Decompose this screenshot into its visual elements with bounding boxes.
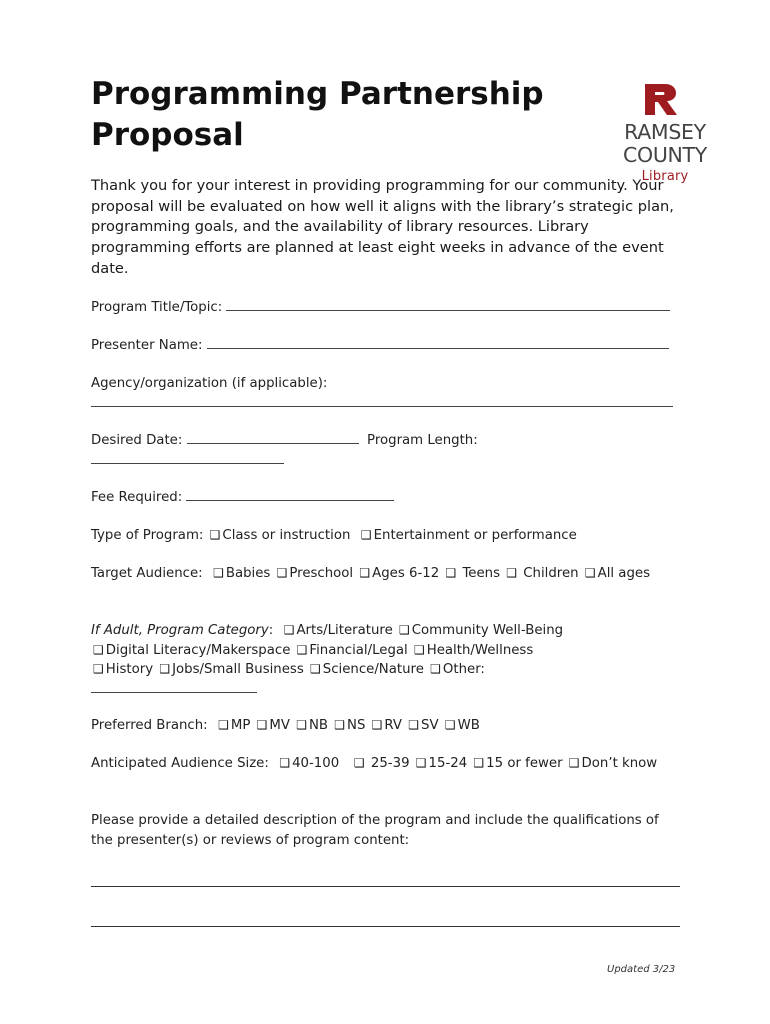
- option-branch-wb: WB: [457, 718, 480, 733]
- footer-updated-date: Updated 3/23: [607, 964, 676, 975]
- option-branch-sv: SV: [421, 718, 439, 733]
- checkbox-icon[interactable]: ❑: [213, 566, 224, 580]
- logo-word-county: COUNTY: [622, 143, 708, 167]
- checkbox-icon[interactable]: ❑: [93, 642, 104, 657]
- option-science-nature: Science/Nature: [322, 662, 424, 677]
- option-size-15-or-fewer: 15 or fewer: [486, 756, 563, 771]
- logo-word-ramsey: RAMSEY: [624, 120, 706, 144]
- option-community-well-being: Community Well-Being: [411, 623, 564, 638]
- option-size-25-39: 25-39: [370, 756, 410, 771]
- checkbox-icon[interactable]: ❑: [584, 566, 596, 580]
- checkbox-icon[interactable]: ❑: [279, 756, 291, 770]
- checkbox-icon[interactable]: ❑: [209, 528, 221, 542]
- option-entertainment: Entertainment or performance: [373, 528, 577, 543]
- checkbox-icon[interactable]: ❑: [310, 662, 321, 676]
- checkbox-icon[interactable]: ❑: [359, 566, 371, 580]
- other-category-input-line[interactable]: [91, 681, 257, 693]
- option-arts-literature: Arts/Literature: [296, 623, 393, 638]
- fee-required-label: Fee Required:: [91, 490, 183, 505]
- fee-required-field: [91, 488, 683, 508]
- checkbox-icon[interactable]: ❑: [296, 718, 307, 732]
- checkbox-icon[interactable]: ❑: [444, 718, 456, 732]
- option-size-15-24: 15-24: [428, 756, 468, 771]
- option-size-40-100: 40-100: [292, 756, 340, 771]
- checkbox-icon[interactable]: ❑: [445, 566, 457, 580]
- description-line-2[interactable]: [91, 926, 680, 927]
- presenter-name-field: [91, 336, 683, 356]
- checkbox-icon[interactable]: ❑: [371, 718, 383, 732]
- option-branch-rv: RV: [384, 718, 403, 733]
- presenter-name-input-line[interactable]: [207, 337, 669, 349]
- agency-field: [91, 374, 683, 413]
- checkbox-icon[interactable]: ❑: [398, 623, 410, 637]
- option-other: Other:: [442, 662, 485, 677]
- checkbox-icon[interactable]: ❑: [415, 756, 427, 770]
- option-ages-6-12: Ages 6-12: [372, 566, 440, 581]
- type-of-program-field: [91, 526, 683, 546]
- option-all-ages: All ages: [597, 566, 651, 581]
- checkbox-icon[interactable]: ❑: [568, 756, 580, 770]
- intro-paragraph: Thank you for your interest in providing programming for our community. Your proposal will be evaluated on how well it aligns with the library’s strategic plan, programming goals, and the availability of library resources. Library programming efforts are planned at least eight weeks in advance of the event date.: [91, 177, 674, 277]
- checkbox-icon[interactable]: ❑: [353, 756, 365, 770]
- option-children: Children: [523, 566, 579, 581]
- option-financial-legal: Financial/Legal: [309, 642, 408, 658]
- program-length-label: Program Length:: [367, 433, 478, 448]
- option-class: Class or instruction: [222, 528, 351, 543]
- type-of-program-label: Type of Program:: [91, 528, 204, 543]
- option-branch-nb: NB: [308, 718, 329, 733]
- description-prompt: Please provide a detailed description of the program and include the qualifications of the presenter(s) or reviews of program content:: [91, 813, 659, 848]
- desired-date-input-line[interactable]: [187, 432, 359, 444]
- checkbox-icon[interactable]: ❑: [93, 662, 104, 676]
- option-babies: Babies: [225, 566, 271, 581]
- preferred-branch-field: [91, 716, 683, 736]
- checkbox-icon[interactable]: ❑: [159, 662, 171, 676]
- logo-word-library: Library: [641, 169, 689, 184]
- target-audience-label: Target Audience:: [91, 566, 203, 581]
- option-jobs-small-business: Jobs/Small Business: [172, 662, 304, 677]
- checkbox-icon[interactable]: ❑: [430, 662, 441, 676]
- logo-r-mark-icon: [643, 84, 679, 116]
- desired-date-label: Desired Date:: [91, 433, 183, 448]
- page-title: Programming Partnership Proposal: [91, 76, 544, 153]
- checkbox-icon[interactable]: ❑: [218, 718, 229, 732]
- checkbox-icon[interactable]: ❑: [296, 642, 308, 657]
- checkbox-icon[interactable]: ❑: [256, 718, 268, 732]
- option-teens: Teens: [462, 566, 501, 581]
- checkbox-icon[interactable]: ❑: [473, 756, 485, 770]
- presenter-name-label: Presenter Name:: [91, 338, 203, 353]
- adult-category-field: If Adult, Program Category: ❑ Arts/Literature ❑ Community Well-Being ❑ Digital Literacy/Makerspace ❑ Financial/Legal ❑ Health/Wellness ❑ History ❑ Jobs/Small Business ❑ Science/Nature ❑ Other:: [91, 621, 683, 699]
- checkbox-icon[interactable]: ❑: [413, 642, 425, 657]
- checkbox-icon[interactable]: ❑: [506, 566, 518, 580]
- audience-size-label: Anticipated Audience Size:: [91, 756, 269, 771]
- program-title-label: Program Title/Topic:: [91, 300, 223, 315]
- audience-size-field: [91, 754, 683, 774]
- option-digital-literacy: Digital Literacy/Makerspace: [105, 642, 291, 658]
- adult-category-label: If Adult, Program Category: [91, 623, 269, 638]
- program-title-field: [91, 298, 683, 318]
- option-branch-mp: MP: [230, 718, 251, 733]
- fee-required-input-line[interactable]: [186, 489, 394, 501]
- program-length-input-line[interactable]: [91, 452, 284, 464]
- program-title-input-line[interactable]: [226, 299, 670, 311]
- target-audience-field: [91, 564, 683, 584]
- option-preschool: Preschool: [289, 566, 354, 581]
- option-health-wellness: Health/Wellness: [426, 642, 534, 658]
- description-line-1[interactable]: [91, 886, 680, 887]
- option-history: History: [105, 662, 154, 677]
- date-length-field: [91, 431, 683, 470]
- checkbox-icon[interactable]: ❑: [283, 623, 295, 637]
- checkbox-icon[interactable]: ❑: [276, 566, 288, 580]
- option-branch-mv: MV: [269, 718, 290, 733]
- option-size-dont-know: Don’t know: [581, 756, 658, 771]
- option-branch-ns: NS: [347, 718, 366, 733]
- agency-input-line[interactable]: [91, 395, 673, 407]
- ramsey-county-library-logo: [612, 84, 718, 184]
- checkbox-icon[interactable]: ❑: [408, 718, 420, 732]
- preferred-branch-label: Preferred Branch:: [91, 718, 208, 733]
- agency-label: Agency/organization (if applicable):: [91, 376, 328, 391]
- checkbox-icon[interactable]: ❑: [360, 528, 372, 542]
- checkbox-icon[interactable]: ❑: [334, 718, 346, 732]
